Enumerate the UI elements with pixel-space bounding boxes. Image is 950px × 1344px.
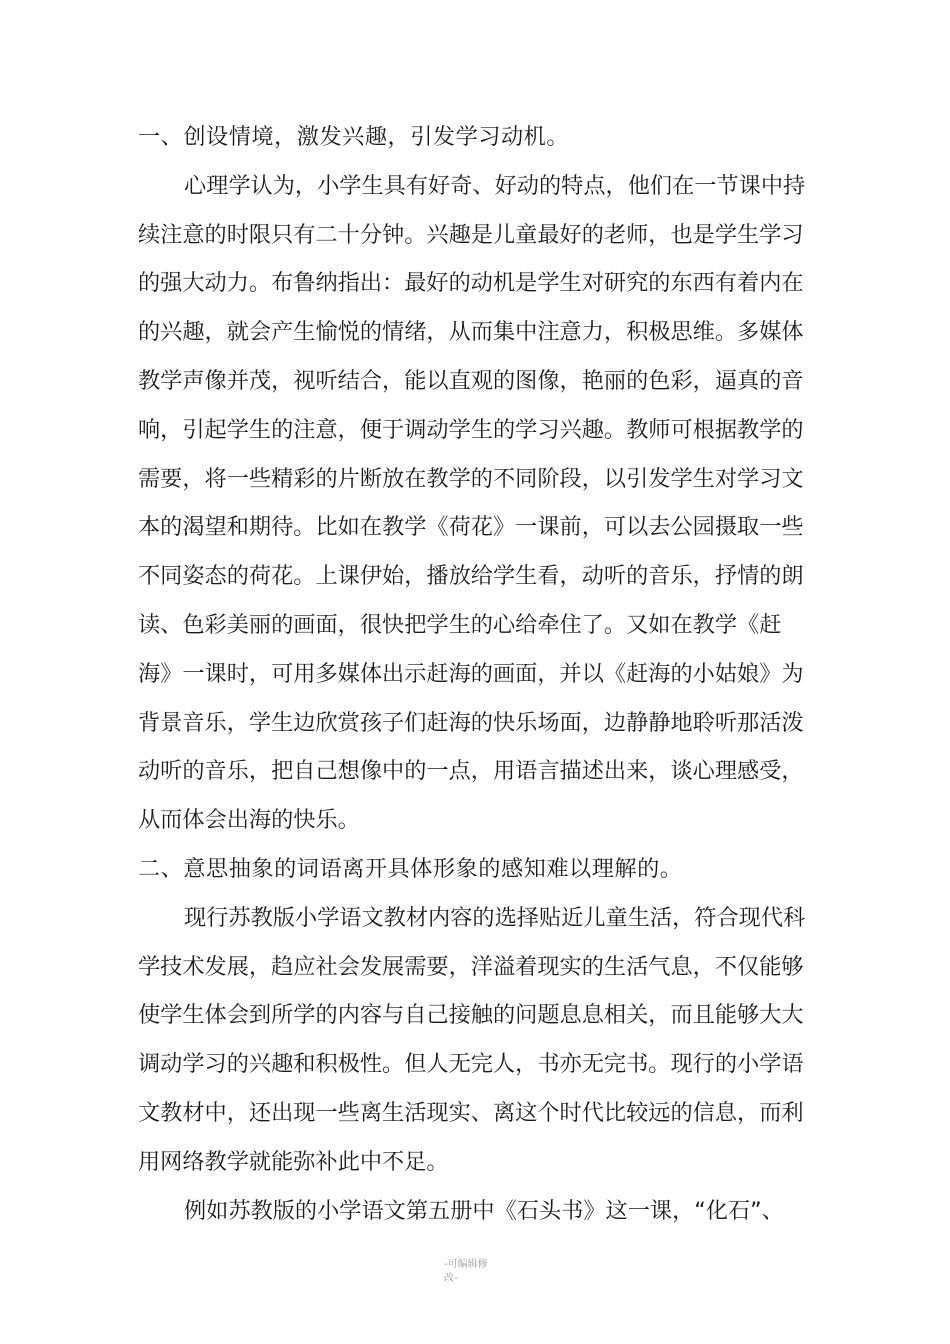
paragraph-line: 现行苏教版小学语文教材内容的选择贴近儿童生活，符合现代科 xyxy=(184,904,806,931)
paragraph-line: 需要，将一些精彩的片断放在教学的不同阶段，以引发学生对学习文 xyxy=(138,465,804,492)
paragraph-line: 读、色彩美丽的画面，很快把学生的心给牵住了。又如在教学《赶 xyxy=(138,611,782,638)
paragraph-line: 用网络教学就能弥补此中不足。 xyxy=(138,1148,449,1175)
paragraph-line: 不同姿态的荷花。上课伊始，播放给学生看，动听的音乐，抒情的朗 xyxy=(138,563,804,590)
paragraph-line: 例如苏教版的小学语文第五册中《石头书》这一课，“化石”、 xyxy=(184,1197,784,1224)
paragraph-line: 文教材中，还出现一些离生活现实、离这个时代比较远的信息，而利 xyxy=(138,1099,804,1126)
paragraph-line: 海》一课时，可用多媒体出示赶海的画面，并以《赶海的小姑娘》为 xyxy=(138,660,804,687)
paragraph-line: 动听的音乐，把自己想像中的一点，用语言描述出来，谈心理感受， xyxy=(138,758,804,785)
paragraph-line: 续注意的时限只有二十分钟。兴趣是儿童最好的老师，也是学生学习 xyxy=(138,221,804,248)
paragraph-line: 背景音乐，学生边欣赏孩子们赶海的快乐场面，边静静地聆听那活泼 xyxy=(138,709,804,736)
paragraph-line: 教学声像并茂，视听结合，能以直观的图像，艳丽的色彩，逼真的音 xyxy=(138,367,804,394)
section-heading-2: 二、意思抽象的词语离开具体形象的感知难以理解的。 xyxy=(138,855,683,882)
document-body xyxy=(138,113,822,1235)
paragraph-line: 学技术发展，趋应社会发展需要，洋溢着现实的生活气息，不仅能够 xyxy=(138,953,804,980)
paragraph-line: 使学生体会到所学的内容与自己接触的问题息息相关，而且能够大大 xyxy=(138,1002,804,1029)
paragraph-line: 的强大动力。布鲁纳指出：最好的动机是学生对研究的东西有着内在 xyxy=(138,270,804,297)
footer-line-2: 改- xyxy=(444,1273,458,1284)
paragraph-line: 响，引起学生的注意，便于调动学生的学习兴趣。教师可根据教学的 xyxy=(138,416,804,443)
paragraph-line: 心理学认为，小学生具有好奇、好动的特点，他们在一节课中持 xyxy=(184,172,806,199)
paragraph-line: 的兴趣，就会产生愉悦的情绪，从而集中注意力，积极思维。多媒体 xyxy=(138,319,804,346)
paragraph-line: 从而体会出海的快乐。 xyxy=(138,807,360,834)
section-heading-1: 一、创设情境，激发兴趣，引发学习动机。 xyxy=(138,124,570,150)
paragraph-line: 调动学习的兴趣和积极性。但人无完人，书亦无完书。现行的小学语 xyxy=(138,1051,804,1078)
footer-line-1: -可编辑修 xyxy=(444,1259,488,1270)
paragraph-line: 本的渴望和期待。比如在教学《荷花》一课前，可以去公园摄取一些 xyxy=(138,514,804,541)
page-footer xyxy=(444,1258,514,1286)
